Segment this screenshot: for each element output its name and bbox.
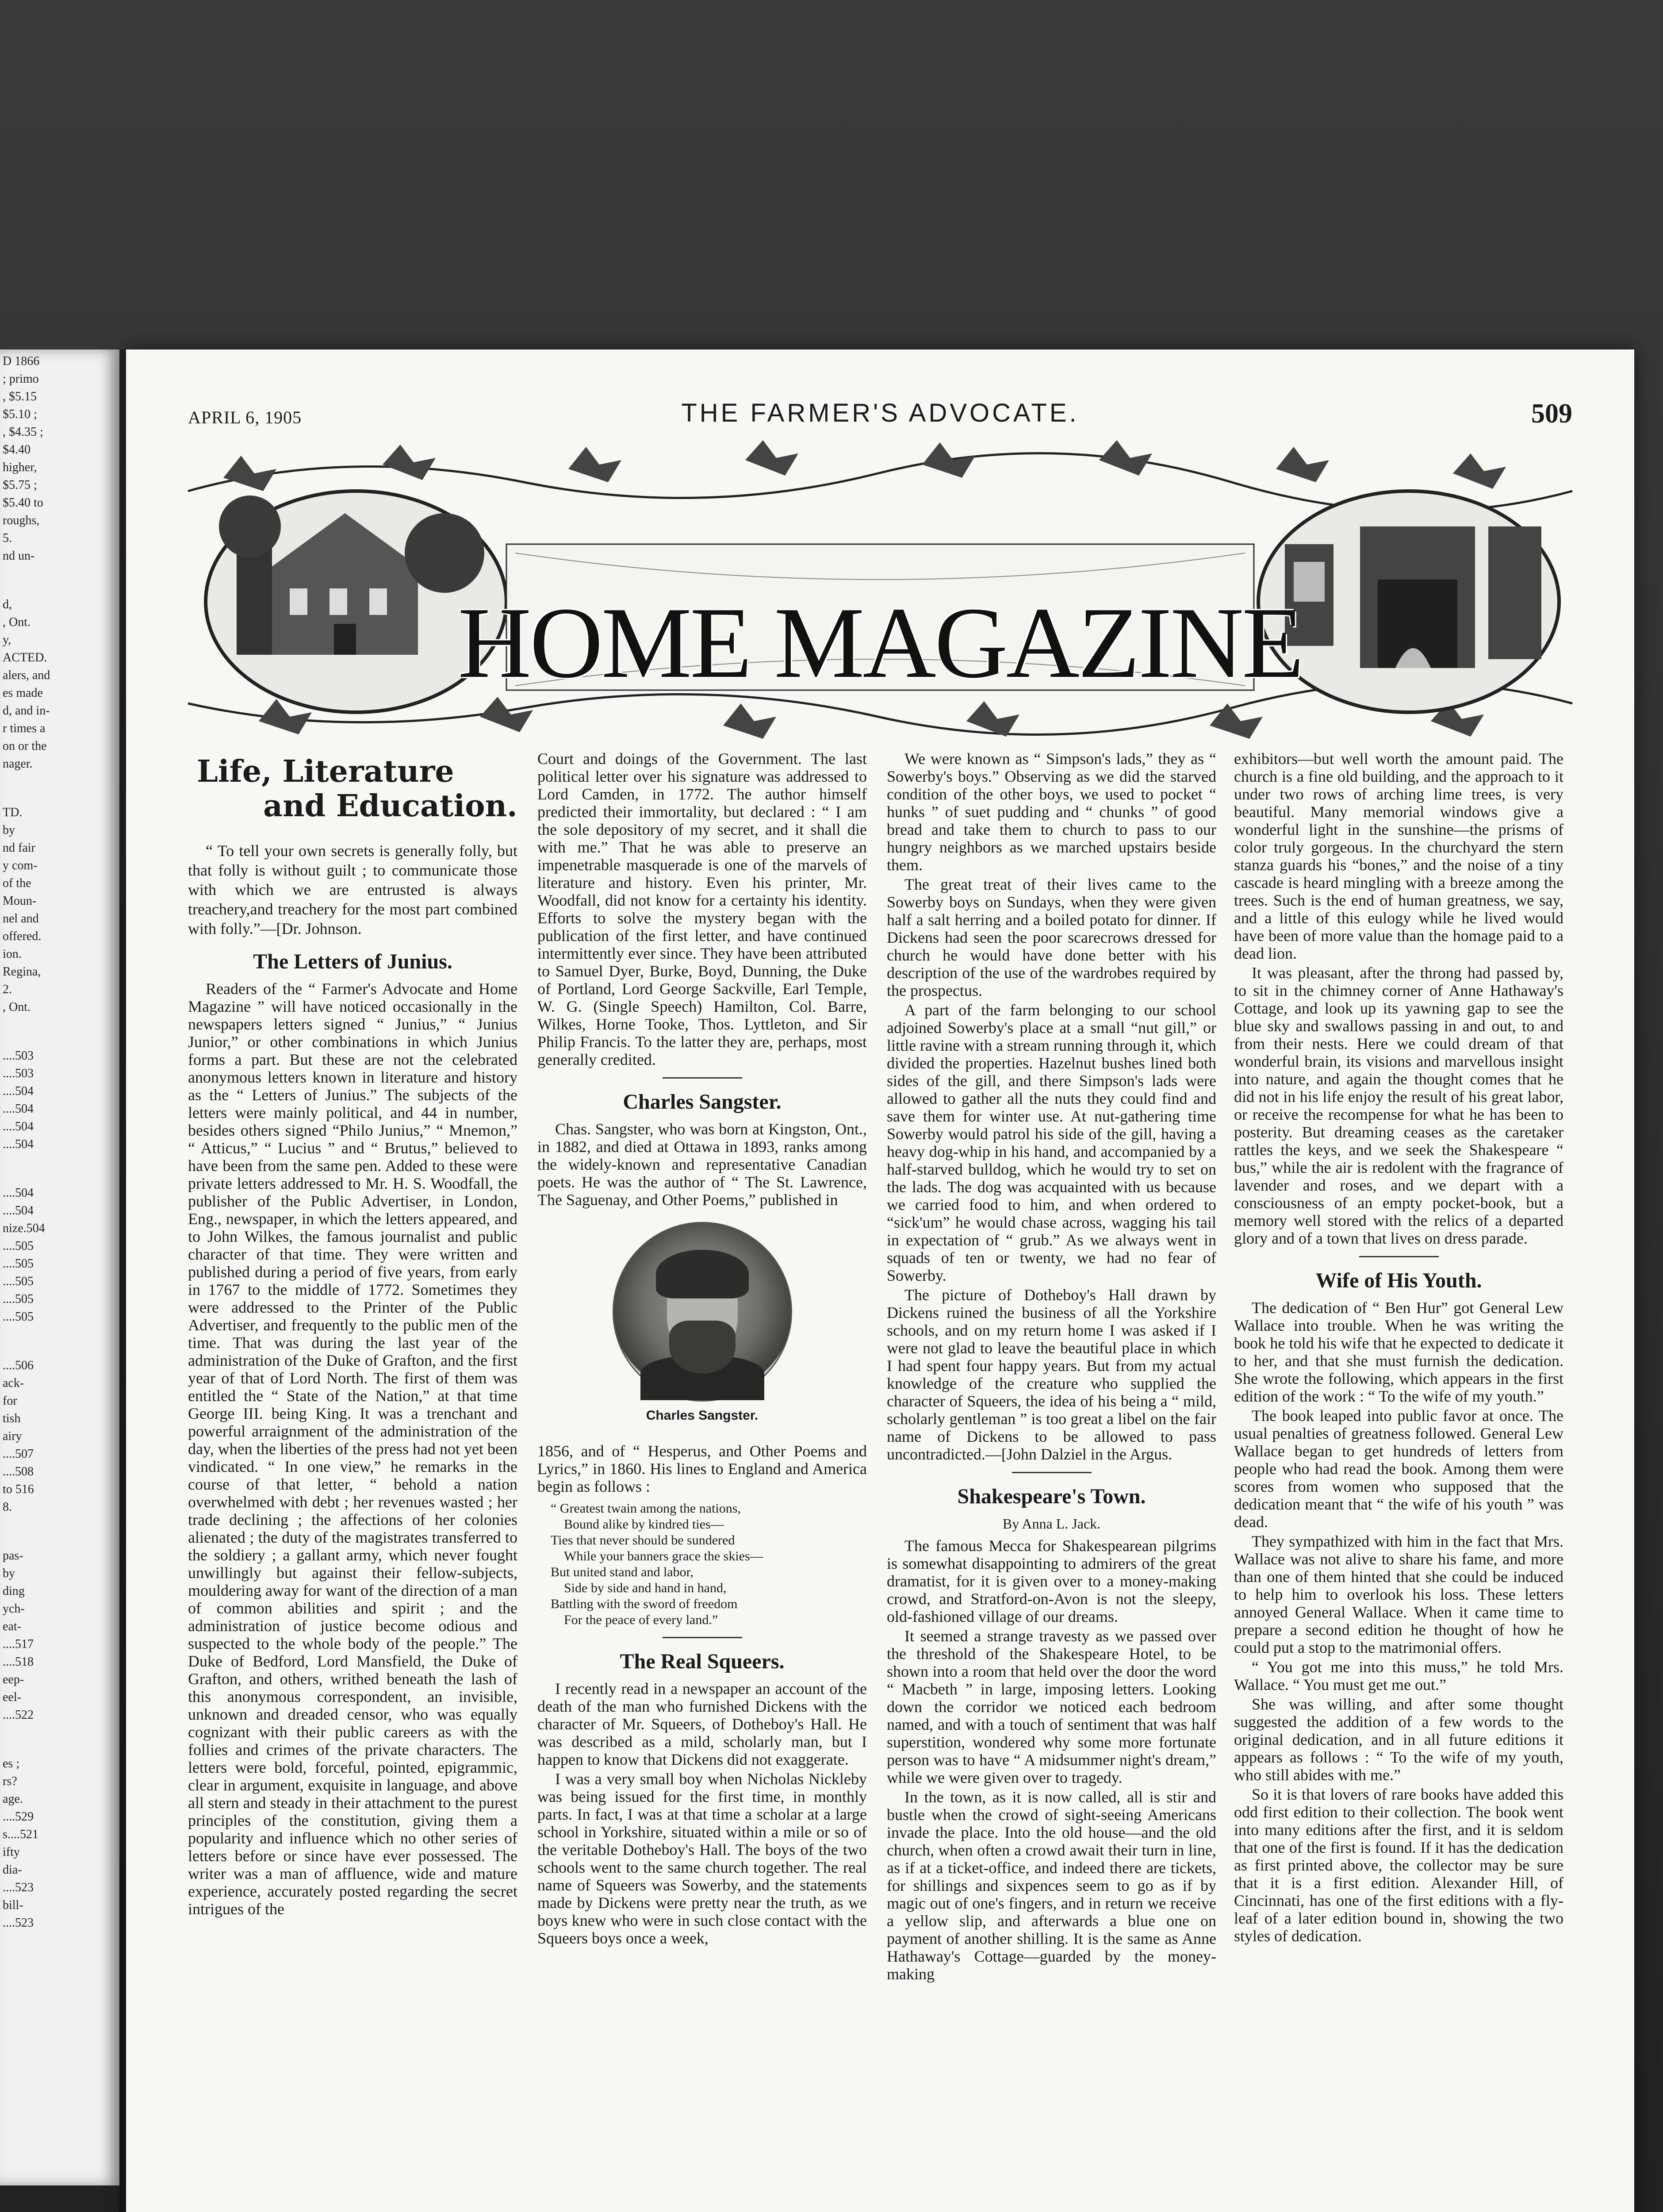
article-body-squeers: I was a very small boy when Nicholas Nickleby was being issued for the first time, in monthly parts. In fact, I was at that time a scholar at a large school in Yorkshire, situated within a mile or so of the veritable Dotheboy's Hall. The boys of the two schools went to the same church together. The real name of Squeers was Sowerby, and the statements made by Dickens were pretty near the truth, as we boys knew who were in such close contact with the Squeers boys once a week, [537,1770,867,1947]
poem-line: For the peace of every land.” [564,1613,718,1627]
adjacent-page-text: roughs, [3,514,40,527]
poem-excerpt [551,1501,867,1628]
adjacent-page-text: es ; [3,1757,20,1770]
section-divider [1359,1256,1439,1257]
johnson-quote: “ To tell your own secrets is generally folly, but that folly is without guilt ; to communicate those with which we are entrusted is always treachery,and treachery for the most part combined with folly.”—[Dr. Johnson. [188,842,517,937]
banner-title: HOME MAGAZINE [458,586,1303,699]
section-divider [1012,1472,1092,1473]
section-divider [663,1637,742,1638]
column-3 [887,750,1216,1983]
adjacent-page-text: for [3,1394,17,1408]
adjacent-page-text: by [3,823,15,837]
article-body-shakespeare: The famous Mecca for Shakespearean pilgrims is somewhat disappointing to admirers of the great dramatist, for it is given over to a money-making crowd, and Stratford-on-Avon is not the sleepy, old-fashioned village of our dreams. [887,1537,1216,1625]
column-1 [188,750,517,1918]
adjacent-page-text: , Ont. [3,615,31,629]
adjacent-page-text: ....523 [3,1881,34,1894]
adjacent-page-text: $5.10 ; [3,407,37,421]
adjacent-page-text: ....504 [3,1084,34,1098]
adjacent-page-text: ....518 [3,1655,34,1669]
adjacent-page-text: ych- [3,1602,25,1616]
poem-line: Battling with the sword of freedom [551,1597,738,1611]
adjacent-page-text: 8. [3,1500,12,1514]
adjacent-page-fragment [0,349,119,2185]
article-byline: By Anna L. Jack. [1002,1516,1101,1532]
section-divider [663,1077,742,1079]
adjacent-page-text: bill- [3,1898,23,1912]
department-title-line-2: and Education. [263,788,517,824]
column-4 [1234,750,1563,1945]
adjacent-page-text: ifty [3,1845,20,1859]
adjacent-page-text: ....523 [3,1916,34,1930]
article-body-squeers-continued: A part of the farm belonging to our school adjoined Sowerby's place at a small “nut gill,” or little ravine with a stream running through it, which divided the properties. Hazelnut bushes lined both sides of the gill, and there Simpson's lads were allowed to gather all the nuts they could find and save them for winter use. At nut-gathering time Sowerby would patrol his side of the gill, having a heavy dog-whip in his hand, and accompanied by a half-starved bulldog, which he would try to set on the lads. The dog was acquainted with us because we carried food to him, and when ordered to “sick'um” he would chase across, wagging his tail in expectation of “ grub.” As we always went in squads of ten or twenty, we had no fear of Sowerby. [887,1001,1216,1284]
adjacent-page-text: Regina, [3,965,41,979]
adjacent-page-text: y, [3,633,11,647]
article-body-shakespeare: In the town, as it is now called, all is stir and bustle when the crowd of sight-seeing Americans invade the place. Into the old house—and the old church, when often a crowd await their turn in line, as if at a ticket-office, and indeed there are tickets, for shillings and sixpences seem to go as if by magic out of one's fingers, and in return we receive a yellow slip, and afterwards a blue one on payment of another shilling. It is the same as Anne Hathaway's Cottage—guarded by the money-making [887,1788,1216,1983]
adjacent-page-text: ack- [3,1376,24,1390]
article-body-wife: They sympathized with him in the fact that Mrs. Wallace was not alive to share his fame, and more than one of them hinted that she could be induced to help him to overlook his loss. These letters annoyed General Wallace. When it came time to prepare a second edition he thought of how he could put a stop to the matrimonial offers. [1234,1532,1563,1656]
portrait-caption: Charles Sangster. [646,1408,759,1423]
article-body-squeers-continued: The great treat of their lives came to the Sowerby boys on Sundays, when they were given half a salt herring and a boiled potato for dinner. If Dickens had seen the poor scarecrows dressed for church he would have done better with his description of the use of the wardrobes required by the prospectus. [887,876,1216,999]
article-body-wife: “ You got me into this muss,” he told Mrs. Wallace. “ You must get me out.” [1234,1658,1563,1694]
adjacent-page-text: alers, and [3,668,50,682]
article-body-sangster-continued: 1856, and of “ Hesperus, and Other Poems and Lyrics,” in 1860. His lines to England and America begin as follows : [537,1442,867,1495]
adjacent-page-text: nd fair [3,841,35,855]
adjacent-page-text: by [3,1567,15,1580]
adjacent-page-text: ACTED. [3,651,47,664]
adjacent-page-text: ; primo [3,372,39,386]
article-body-shakespeare-continued: It was pleasant, after the throng had passed by, to sit in the chimney corner of Anne Hathaway's Cottage, and look up its yawning gap to see the blue sky and swallows passing in and out, to and from their nests. Here we could dream of that wonderful brain, its visions and marvellous insight into nature, and again the thought comes that he did not in his life enjoy the result of his great labor, or receive the recompense for what he has been to posterity. But dreaming ceases as the caretaker rattles the keys, and we seek the Shakespeare “ bus,” while the air is redolent with the fragrance of lavender and roses, and we depart with a consciousness of an empty pocket-book, but a memory well stored with the relics of a departed glory and of a town that lives on dress parade. [1234,964,1563,1247]
adjacent-page-text: $5.75 ; [3,478,37,492]
article-title-sangster: Charles Sangster. [623,1090,782,1114]
article-body-junius-continued: Court and doings of the Government. The last political letter over his signature was addressed to Lord Camden, in 1772. The author himself predicted their immortality, but declared : “ I am the sole depository of my secret, and it shall die with me.” That he was able to preserve an impenetrable masquerade is one of the marvels of literature and history. Even his printer, Mr. Woodfall, did not know for a certainty his identity. Efforts to solve the mystery began with the publication of the first letter, and have continued intermittently ever since. They have been attributed to Samuel Dyer, Burke, Boyd, Dunning, the Duke of Portland, Lord George Sackville, Earl Temple, W. G. (Single Speech) Hamilton, Col. Barre, Wilkes, Horne Tooke, Thos. Lyttleton, and Sir Philip Francis. To the latter they are, perhaps, most generally credited. [537,750,867,1068]
adjacent-page-text: dia- [3,1863,22,1877]
adjacent-page-text: nize.504 [3,1221,45,1235]
adjacent-page-text: s....521 [3,1828,38,1841]
adjacent-page-text: d, and in- [3,704,50,718]
adjacent-page-text: ....529 [3,1810,34,1824]
adjacent-page-text: TD. [3,806,23,819]
article-body-junius: Readers of the “ Farmer's Advocate and Home Magazine ” will have noticed occasionally in the newspapers letters signed “ Junius,” “ Junius Junior,” or other combinations in which Junius forms a part. But these are not the celebrated anonymous letters known in literature and history as the “ Letters of Junius.” The subjects of the letters were mainly political, and 44 in number, besides others signed “Philo Junius,” “ Mnemon,” “ Atticus,” “ Lucius ” and “ Brutus,” believed to have been from the same pen. Added to these were private letters addressed to Mr. H. S. Woodfall, the publisher of the Public Advertiser, in London, Eng., newspaper, in which the letters appeared, and to John Wilkes, the famous journalist and public character of that time. They were written and published during a period of five years, from early in 1767 to the middle of 1772. Sometimes they were addressed to the Printer of the Public Advertiser, and frequently to the public men of the time. That was during the last year of the administration of the Duke of Grafton, and the first year of that of Lord North. The first of them was entitled the “ State of the Nation,” at that time George III. being King. It was a trenchant and powerful arraignment of the administration of the day, when the liberties of the press had not yet been vindicated. “ In one view,” he remarks in the course of that letter, “ behold a nation overwhelmed with debt ; her revenues wasted ; her trade declining ; the affections of her colonies alienated ; the duty of the magistrates transferred to the soldiery ; a gallant army, which never fought unwillingly but against their fellow-subjects, mouldering away for want of the direction of a man of common abilities and spirit ; and the administration of justice become odious and suspected to the whole body of the people.” The Duke of Bedford, Lord Mansfield, the Duke of Grafton, and others, writhed beneath the lash of this anonymous correspondent, an invisible, unknown and dreaded censor, who was equally cognizant with their public careers as with the follies and crimes of the private characters. The letters were bold, forceful, pointed, epigrammic, clear in argument, exquisite in language, and above all stern and steady in their attachment to the purest principles of the constitution, giving them a popularity and influence which no other series of letters before or since have ever possessed. The writer was a man of affluence, wide and mature experience, accurately posted regarding the secret intrigues of the [188,980,517,1918]
article-body-wife: She was willing, and after some thought suggested the addition of a few words to the original dedication, and in all future editions it appears as follows : “ To the wife of my youth, who still abides with me.” [1234,1695,1563,1784]
adjacent-page-text: ....505 [3,1292,34,1306]
page-number: 509 [1531,399,1572,429]
adjacent-page-text: on or the [3,739,47,753]
adjacent-page-text: nel and [3,912,39,926]
article-body-shakespeare-continued: exhibitors—but well worth the amount paid. The church is a fine old building, and the approach to it under two rows of arching lime trees, is very beautiful. Many memorial windows give a wonderful light in the sunshine—the prisms of color truly gorgeous. In the churchyard the stern stanza guards his “bones,” and the noise of a tiny cascade is heard mingling with a breeze among the trees. Such is the end of human greatness, we say, and a little of this eulogy while he lived would have been of more value than the homage paid to a dead lion. [1234,750,1563,962]
article-title-squeers: The Real Squeers. [620,1650,785,1673]
adjacent-page-text: , Ont. [3,1000,31,1014]
article-body-squeers: I recently read in a newspaper an account of the death of the man who furnished Dickens with the character of Mr. Squeers, of Dotheboy's Hall. He was described as a mild, scholarly man, but I happen to know that Dickens did not exaggerate. [537,1680,867,1768]
adjacent-page-text: ....504 [3,1186,34,1200]
adjacent-page-text: ....517 [3,1637,34,1651]
adjacent-page-text: , $4.35 ; [3,425,43,439]
charles-sangster-portrait [613,1222,792,1402]
article-body-wife: So it is that lovers of rare books have added this odd first edition to their collection. The book went into many editions after the first, and it is seldom that one of the first is found. If it has the dedication as first printed above, the collector may be sure that it is a first edition. Alexander Hill, of Cincinnati, has one of the first editions with a fly-leaf of a later edition bound in, showing the two styles of dedication. [1234,1786,1563,1945]
adjacent-page-text: ....503 [3,1049,34,1063]
issue-date: APRIL 6, 1905 [188,407,302,427]
adjacent-page-text: ....507 [3,1447,34,1461]
adjacent-page-text: ding [3,1584,25,1598]
adjacent-page-text: higher, [3,461,37,474]
adjacent-page-text: ....504 [3,1204,34,1217]
adjacent-page-text: y com- [3,859,38,872]
adjacent-page-text: , $5.15 [3,390,37,403]
publication-title: THE FARMER'S ADVOCATE. [681,399,1079,427]
adjacent-page-text: pas- [3,1549,23,1563]
article-body-shakespeare: It seemed a strange travesty as we passed over the threshold of the Shakespeare Hotel, to be shown into a room that held over the door the word “ Macbeth ” in large, imposing letters. Looking down the corridor we noticed each bedroom named, and with a touch of sentiment that was half superstition, wondered why some more fortunate person was to have “ A midsummer night's dream,” while we were given over to tragedy. [887,1627,1216,1786]
adjacent-page-text: nager. [3,757,33,771]
adjacent-page-text: d, [3,598,12,611]
adjacent-page-text: eat- [3,1620,21,1633]
adjacent-page-text: ....505 [3,1310,34,1324]
adjacent-page-text: ....505 [3,1257,34,1271]
adjacent-page-text: ....504 [3,1137,34,1151]
adjacent-page-text: r times a [3,722,46,735]
adjacent-page-text: eel- [3,1690,21,1704]
adjacent-page-text: tish [3,1412,21,1425]
poem-line: Side by side and hand in hand, [564,1581,727,1595]
adjacent-page-text: $5.40 to [3,496,43,510]
newspaper-page [126,349,1634,2212]
adjacent-page-text: airy [3,1429,22,1443]
adjacent-page-text: rs? [3,1774,17,1788]
adjacent-page-text: nd un- [3,549,35,563]
adjacent-page-text: ....504 [3,1102,34,1116]
adjacent-page-text: $4.40 [3,443,31,457]
department-title-line-1: Life, Literature [197,754,454,789]
adjacent-page-text: D 1866 [3,354,40,368]
article-title-junius: The Letters of Junius. [253,950,452,973]
column-2 [537,750,867,1947]
running-head [188,398,1572,429]
adjacent-page-text: to 516 [3,1482,34,1496]
poem-line: “ Greatest twain among the nations, [551,1501,741,1516]
poem-line: But united stand and labor, [551,1565,694,1579]
adjacent-page-text: es made [3,686,43,700]
adjacent-page-text: ....522 [3,1708,34,1722]
adjacent-page-text: ion. [3,947,22,961]
portrait-figure [609,1222,795,1425]
adjacent-page-text: ....505 [3,1275,34,1288]
adjacent-page-text: ....506 [3,1359,34,1372]
adjacent-page-text: eep- [3,1673,24,1686]
home-magazine-banner [170,438,1590,739]
adjacent-page-text: 5. [3,531,12,545]
adjacent-page-text: ....503 [3,1067,34,1080]
poem-line: Bound alike by kindred ties— [564,1517,724,1532]
adjacent-page-text: ....505 [3,1239,34,1253]
department-title [197,754,517,823]
adjacent-page-text: of the [3,876,31,890]
article-title-shakespeare: Shakespeare's Town. [957,1485,1146,1508]
article-title-wife: Wife of His Youth. [1315,1269,1482,1292]
adjacent-page-text: age. [3,1792,23,1806]
article-body-wife: The dedication of “ Ben Hur” got General Lew Wallace into trouble. When he was writing the book he told his wife that he expected to dedicate it to her, and that she must furnish the dedication. She wrote the following, which appears in the first edition of the work : “ To the wife of my youth.” [1234,1299,1563,1405]
adjacent-page-text: 2. [3,983,12,996]
article-body-sangster: Chas. Sangster, who was born at Kingston, Ont., in 1882, and died at Ottawa in 1893, ranks among the widely-known and representative Canadian poets. He was the author of “ The St. Lawrence, The Saguenay, and Other Poems,” published in [537,1120,867,1209]
article-body-wife: The book leaped into public favor at once. The usual penalties of greatness followed. General Lew Wallace began to get hundreds of letters from people who had read the book. Among them were scores from women who supposed that the dedication meant that “ the wife of his youth ” was dead. [1234,1407,1563,1531]
adjacent-page-text: Moun- [3,894,37,908]
article-body-squeers-continued: The picture of Dotheboy's Hall drawn by Dickens ruined the business of all the Yorkshire schools, and on my return home I was asked if I were not glad to leave the beautiful place in which I had spent four happy years. But from my actual knowledge of the creature who supplied the character of Squeers, the idea of his being a “ mild, scholarly gentleman ” is too great a libel on the fair name of Dickens to be allowed to pass uncontradicted.—[John Dalziel in the Argus. [887,1286,1216,1463]
adjacent-page-text: offered. [3,929,42,943]
poem-line: While your banners grace the skies— [564,1549,763,1563]
adjacent-page-text: ....504 [3,1120,34,1133]
adjacent-page-text: ....508 [3,1465,34,1479]
article-body-squeers-continued: We were known as “ Simpson's lads,” they as “ Sowerby's boys.” Observing as we did the starved condition of the other boys, we used to pocket “ hunks ” of suet pudding and “ chunks ” of good bread and take them to church to pass to our hungry neighbors as we marched upstairs beside them. [887,750,1216,874]
poem-line: Ties that never should be sundered [551,1533,735,1548]
